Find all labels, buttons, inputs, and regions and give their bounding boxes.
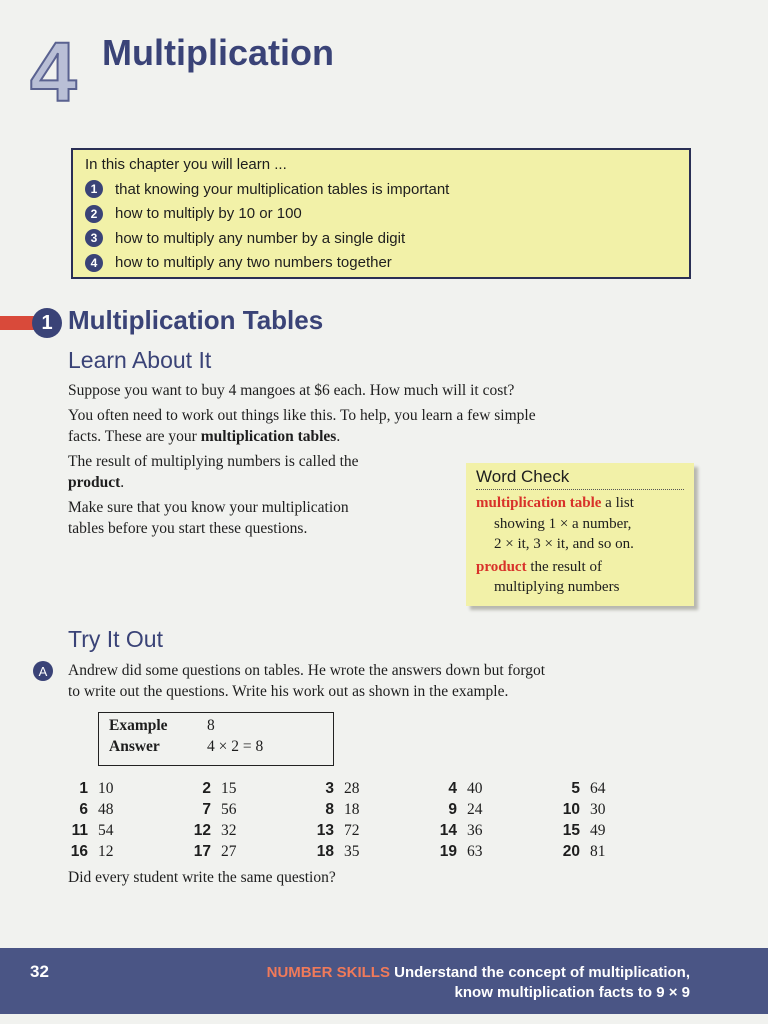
question-number: 11 — [71, 822, 88, 839]
intro-item-text: how to multiply any number by a single digit — [115, 229, 406, 247]
question-number: 17 — [193, 843, 211, 860]
definition-line — [476, 493, 684, 514]
intro-item-text: that knowing your multiplication tables is important — [115, 180, 450, 198]
question-number: 3 — [325, 780, 334, 797]
question-number: 18 — [316, 843, 334, 860]
chapter-number: 4 — [30, 25, 77, 119]
definition-text: the result of — [530, 558, 602, 575]
question-item — [183, 822, 306, 843]
intro-item — [85, 251, 677, 276]
definition-term: product — [476, 558, 527, 575]
question-item — [60, 822, 183, 843]
section-number: 1 — [32, 308, 62, 338]
answer-label: Answer — [109, 738, 160, 755]
question-number: 10 — [562, 801, 580, 818]
question-answer: 81 — [590, 843, 606, 860]
question-number: 1 — [79, 780, 88, 797]
question-grid — [60, 780, 620, 864]
footer-line: know multiplication facts to 9 × 9 — [454, 984, 690, 1001]
term-highlight: product — [68, 474, 121, 491]
chapter-intro-box — [71, 148, 691, 279]
learn-text-line — [68, 426, 708, 447]
question-item — [183, 801, 306, 822]
question-number: 13 — [316, 822, 334, 839]
question-item — [552, 822, 675, 843]
term-highlight: multiplication tables — [200, 428, 337, 445]
intro-item — [85, 177, 677, 202]
question-answer: 12 — [98, 843, 114, 860]
chapter-title: Multiplication — [102, 32, 334, 73]
intro-heading: In this chapter you will learn ... — [85, 156, 287, 173]
learn-text-line: Suppose you want to buy 4 mangoes at $6 each. How much will it cost? — [68, 382, 515, 399]
footer-line-text: Understand the concept of multiplication, — [394, 964, 690, 981]
page-number: 32 — [30, 962, 49, 981]
question-item — [60, 780, 183, 801]
intro-item-text: how to multiply any two numbers together — [115, 254, 392, 272]
question-answer: 36 — [467, 822, 483, 839]
example-box — [98, 712, 334, 766]
definition-term: multiplication table — [476, 495, 602, 511]
answer-value: 4 × 2 = 8 — [207, 738, 264, 755]
footer-line — [267, 963, 690, 983]
question-number: 16 — [70, 843, 88, 860]
instruction-line: Andrew did some questions on tables. He wrote the answers down but forgot — [68, 662, 546, 679]
learn-text-line: The result of multiplying numbers is called the — [68, 453, 359, 470]
closing-question: Did every student write the same question? — [68, 869, 336, 886]
question-number: 19 — [439, 843, 457, 860]
try-heading: Try It Out — [68, 626, 163, 652]
question-item — [552, 801, 675, 822]
question-item — [306, 780, 429, 801]
learn-text: . — [120, 474, 125, 491]
question-number: 6 — [79, 801, 88, 818]
learn-text: . — [336, 428, 341, 445]
question-answer: 48 — [98, 801, 114, 818]
question-answer: 15 — [221, 780, 237, 797]
exercise-instructions — [68, 660, 728, 702]
question-item — [429, 780, 552, 801]
definition-text: 2 × it, 3 × it, and so on. — [494, 536, 634, 552]
question-item — [552, 843, 675, 864]
question-answer: 63 — [467, 843, 483, 860]
question-item — [429, 822, 552, 843]
question-answer: 28 — [344, 780, 360, 797]
question-number: 2 — [202, 780, 211, 797]
question-number: 15 — [562, 822, 580, 839]
question-answer: 32 — [221, 822, 237, 839]
question-item — [183, 780, 306, 801]
example-value: 8 — [207, 717, 215, 734]
question-answer: 64 — [590, 780, 606, 797]
footer-text — [267, 963, 690, 1003]
question-item — [429, 843, 552, 864]
learn-text-line: Make sure that you know your multiplication — [68, 499, 349, 516]
learn-heading: Learn About It — [68, 347, 212, 373]
question-number: 12 — [193, 822, 211, 839]
definition-text: multiplying numbers — [494, 579, 620, 595]
question-answer: 24 — [467, 801, 483, 818]
question-number: 7 — [202, 801, 211, 818]
question-number: 8 — [325, 801, 334, 818]
question-number: 9 — [448, 801, 457, 818]
question-item — [60, 843, 183, 864]
definition-text: a list — [605, 495, 634, 511]
question-answer: 72 — [344, 822, 360, 839]
section-title: Multiplication Tables — [68, 305, 324, 335]
question-number: 14 — [439, 822, 457, 839]
example-row — [109, 738, 323, 759]
intro-item-text: how to multiply by 10 or 100 — [115, 205, 302, 223]
question-number: 5 — [571, 780, 580, 797]
number-badge: 1 — [85, 180, 103, 198]
definition-line — [476, 557, 684, 578]
learn-text-line: tables before you start these questions. — [68, 520, 308, 537]
question-item — [306, 843, 429, 864]
instruction-line: to write out the questions. Write his work out as shown in the example. — [68, 683, 509, 700]
example-row — [109, 717, 323, 738]
word-check-title: Word Check — [476, 467, 684, 490]
number-badge: 3 — [85, 229, 103, 247]
question-answer: 54 — [98, 822, 114, 839]
question-answer: 27 — [221, 843, 237, 860]
question-answer: 40 — [467, 780, 483, 797]
question-answer: 10 — [98, 780, 114, 797]
brand-label: NUMBER SKILLS — [266, 964, 390, 981]
question-answer: 49 — [590, 822, 606, 839]
learn-text-line: You often need to work out things like this. To help, you learn a few simple — [68, 407, 536, 424]
question-item — [429, 801, 552, 822]
example-label: Example — [109, 717, 168, 734]
question-item — [306, 822, 429, 843]
intro-item — [85, 202, 677, 227]
question-answer: 30 — [590, 801, 606, 818]
word-check-box — [466, 463, 694, 606]
question-number: 20 — [562, 843, 580, 860]
number-badge: 4 — [85, 254, 103, 272]
learn-text: facts. These are your — [68, 428, 201, 445]
question-answer: 35 — [344, 843, 360, 860]
section-accent-bar — [0, 316, 34, 330]
question-item — [552, 780, 675, 801]
question-answer: 18 — [344, 801, 360, 818]
question-item — [183, 843, 306, 864]
question-answer: 56 — [221, 801, 237, 818]
number-badge: 2 — [85, 205, 103, 223]
definition-text: showing 1 × a number, — [494, 515, 632, 532]
exercise-badge: A — [33, 661, 53, 681]
question-item — [60, 801, 183, 822]
question-item — [306, 801, 429, 822]
intro-item — [85, 226, 677, 251]
question-number: 4 — [448, 780, 457, 797]
